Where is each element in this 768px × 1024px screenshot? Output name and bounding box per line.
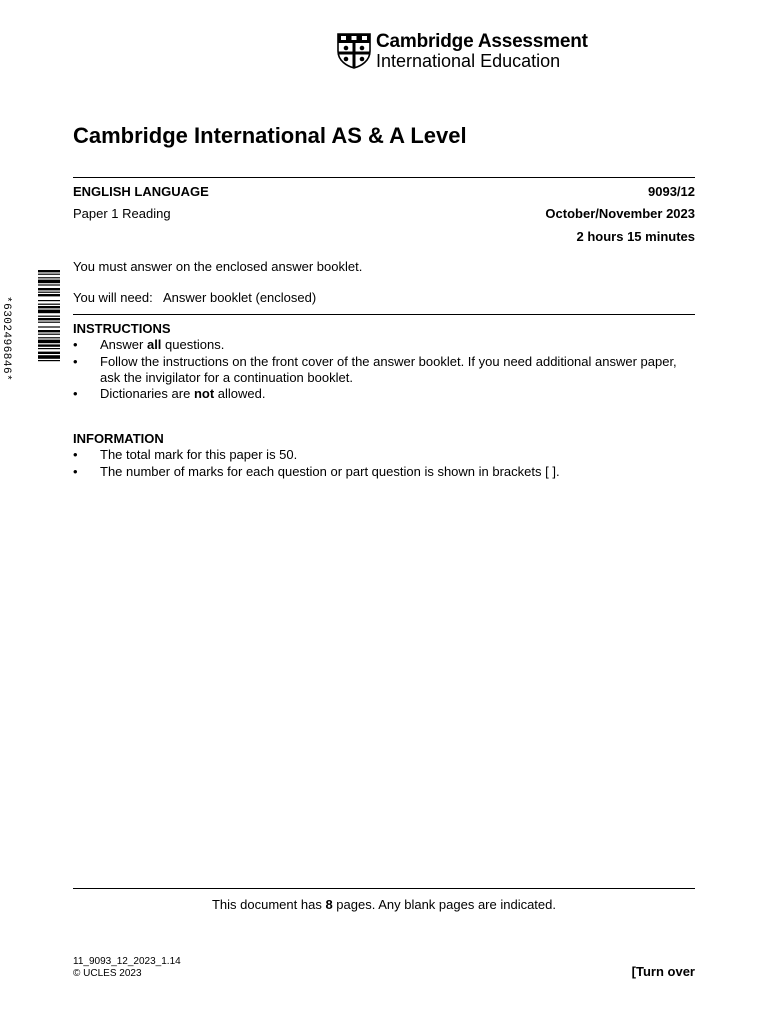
cambridge-logo (337, 31, 587, 71)
logo-line1: Cambridge Assessment (376, 31, 588, 52)
page-count-text: pages. Any blank pages are indicated. (332, 897, 556, 912)
bullet-icon: • (73, 354, 78, 369)
instruction-text: allowed. (214, 386, 266, 401)
answer-note: You must answer on the enclosed answer booklet. (73, 259, 363, 274)
instruction-item: Follow the instructions on the front cover of the answer booklet. If you need additional answer paper, (100, 354, 677, 369)
bullet-icon: • (73, 337, 78, 352)
qualification-title: Cambridge International AS & A Level (73, 123, 467, 148)
document-reference: 11_9093_12_2023_1.14 (73, 956, 181, 967)
instruction-item (100, 386, 265, 401)
instruction-text: questions. (161, 337, 225, 352)
top-divider (73, 177, 695, 178)
bullet-icon: • (73, 386, 78, 401)
turn-over: [Turn over (631, 964, 695, 979)
information-heading: INFORMATION (73, 431, 164, 446)
exam-duration: 2 hours 15 minutes (576, 229, 695, 244)
footer-divider (73, 888, 695, 889)
page-count: 8 (325, 897, 333, 912)
logo-line2: International Education (376, 51, 561, 71)
bullet-icon: • (73, 464, 78, 479)
page-count-note (0, 897, 768, 912)
information-item: The number of marks for each question or part question is shown in brackets [ ]. (100, 464, 560, 479)
exam-session: October/November 2023 (545, 206, 695, 221)
information-item: The total mark for this paper is 50. (100, 447, 298, 462)
copyright: © UCLES 2023 (73, 968, 142, 979)
instruction-text: Answer (100, 337, 147, 352)
instruction-emphasis: not (193, 386, 215, 401)
barcode-number: *6302496846* (0, 296, 12, 382)
need-label: You will need: (73, 290, 153, 305)
middle-divider (73, 314, 695, 315)
instruction-item-continued: ask the invigilator for a continuation booklet. (100, 370, 353, 385)
university-shield-icon (337, 33, 371, 69)
page-count-text: This document has (211, 897, 326, 912)
syllabus-code: 9093/12 (648, 184, 695, 199)
bullet-icon: • (73, 447, 78, 462)
paper-title: Paper 1 Reading (73, 206, 171, 221)
instruction-text: Dictionaries are (100, 386, 194, 401)
instructions-heading: INSTRUCTIONS (73, 321, 171, 336)
subject: ENGLISH LANGUAGE (73, 184, 209, 199)
instruction-emphasis: all (146, 337, 162, 352)
instruction-item (100, 337, 224, 352)
candidate-barcode (38, 270, 60, 410)
need-value: Answer booklet (enclosed) (163, 290, 317, 305)
